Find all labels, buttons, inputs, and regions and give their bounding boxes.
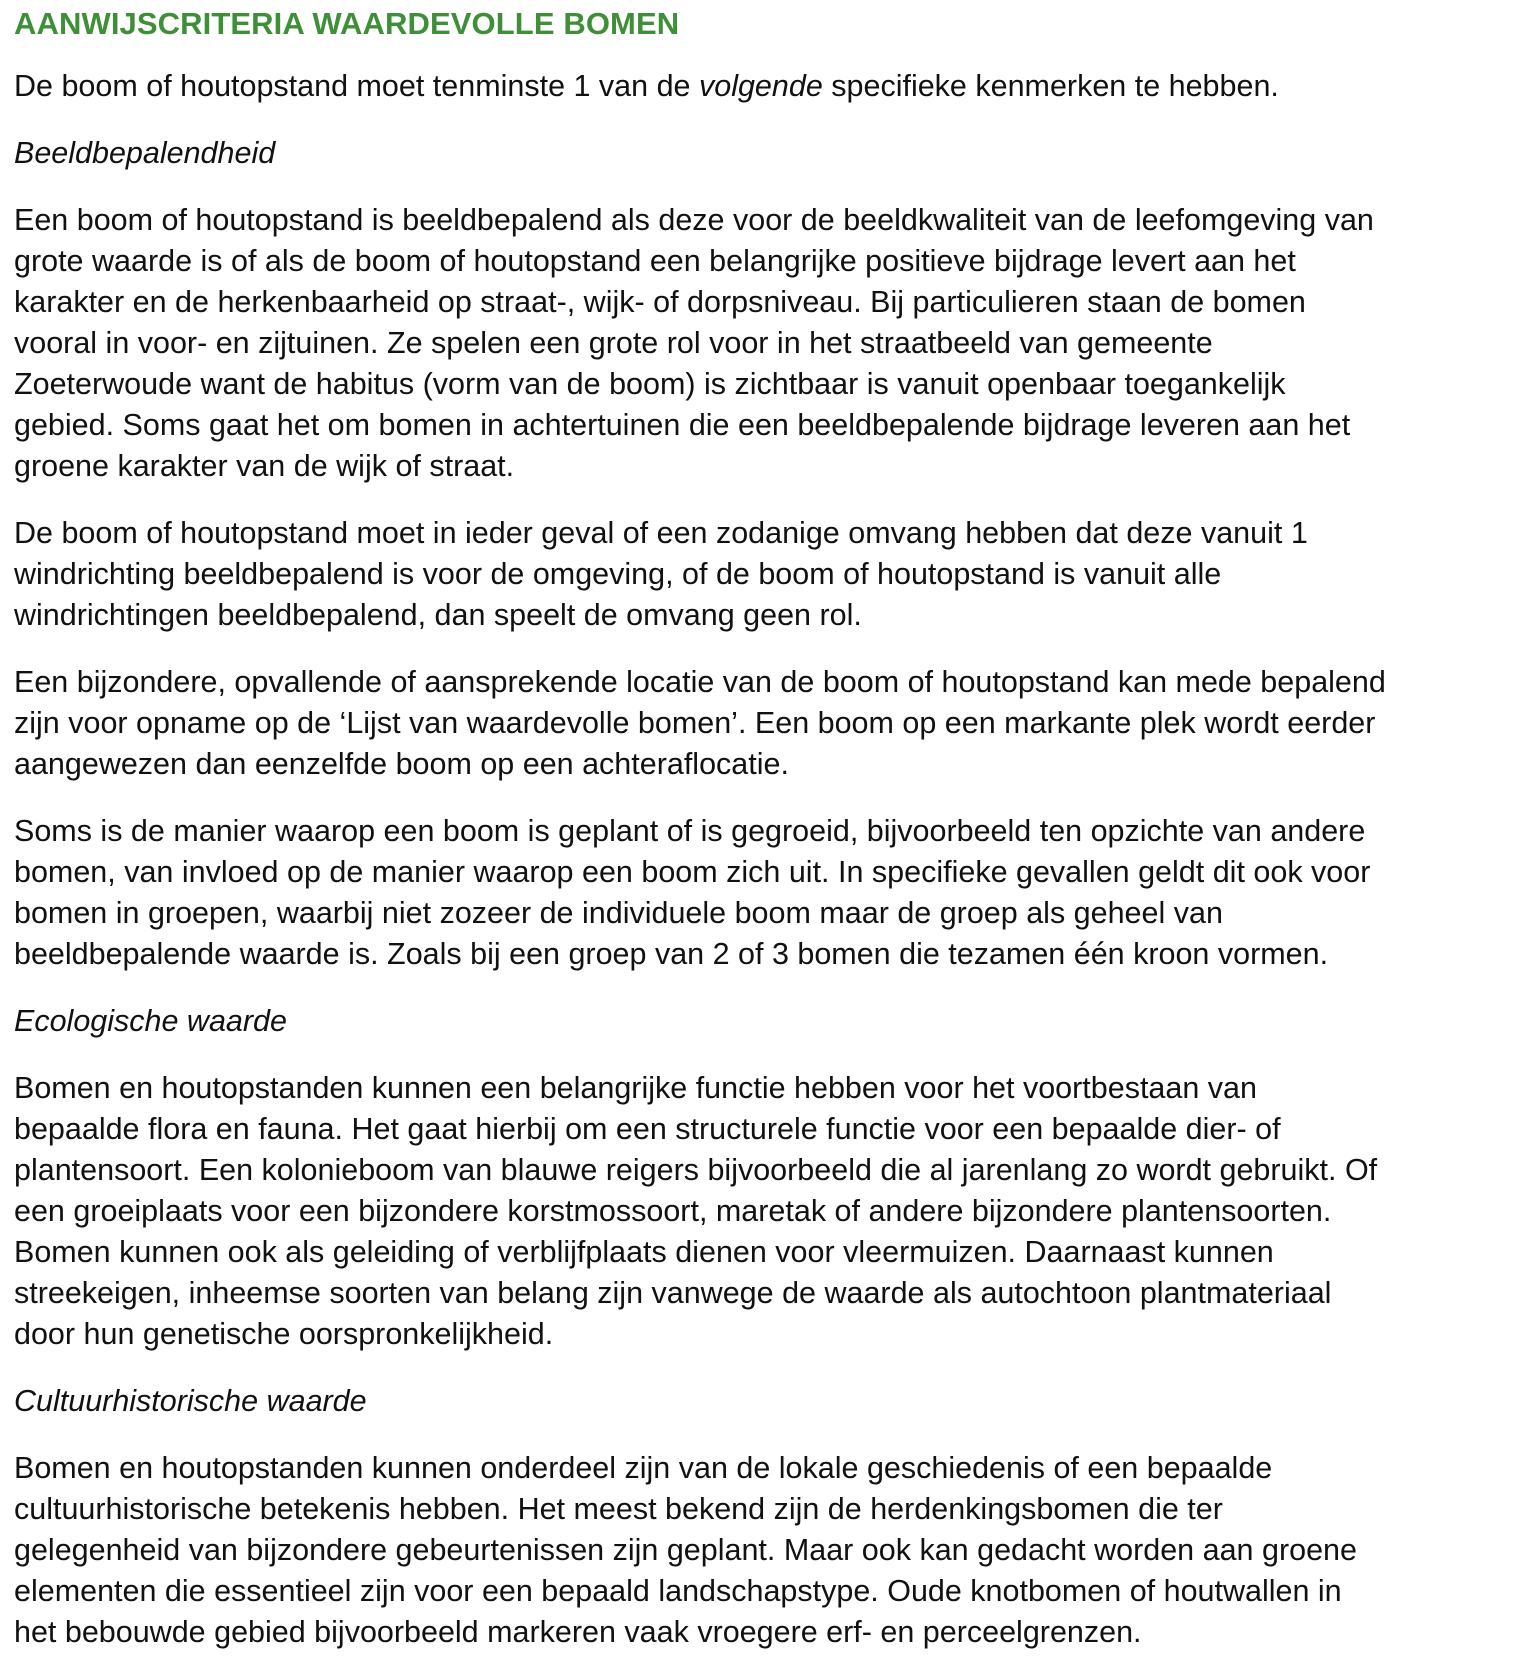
text-line: De boom of houtopstand moet in ieder geval of een zodanige omvang hebben dat deze vanuit 1 bbox=[14, 516, 1308, 550]
document-page bbox=[14, 0, 1504, 1653]
spacer bbox=[14, 487, 1504, 513]
text-line: zijn voor opname op de ‘Lijst van waardevolle bomen’. Een boom op een markante plek wordt eerder bbox=[14, 706, 1376, 740]
intro-text-after: specifieke kenmerken te hebben. bbox=[822, 69, 1279, 103]
text-line: streekeigen, inheemse soorten van belang zijn vanwege de waarde als autochtoon plantmateriaal bbox=[14, 1276, 1332, 1310]
document-sections bbox=[14, 107, 1504, 1653]
body-paragraph bbox=[14, 200, 1504, 487]
body-paragraph bbox=[14, 811, 1504, 975]
text-line: elementen die essentieel zijn voor een bepaald landschapstype. Oude knotbomen of houtwallen in bbox=[14, 1574, 1342, 1608]
spacer bbox=[14, 1422, 1504, 1448]
text-line: bepaalde flora en fauna. Het gaat hierbij om een structurele functie voor een bepaalde dier- of bbox=[14, 1112, 1281, 1146]
text-line: Bomen en houtopstanden kunnen een belangrijke functie hebben voor het voortbestaan van bbox=[14, 1071, 1257, 1105]
text-line: Soms is de manier waarop een boom is geplant of is gegroeid, bijvoorbeeld ten opzichte van andere bbox=[14, 814, 1366, 848]
text-line: Bomen kunnen ook als geleiding of verblijfplaats dienen voor vleermuizen. Daarnaast kunnen bbox=[14, 1235, 1274, 1269]
text-line: het bebouwde gebied bijvoorbeeld markeren vaak vroegere erf- en perceelgrenzen. bbox=[14, 1615, 1142, 1649]
body-paragraph bbox=[14, 513, 1504, 636]
intro-text-before: De boom of houtopstand moet tenminste 1 van de bbox=[14, 69, 699, 103]
text-line: Een boom of houtopstand is beeldbepalend als deze voor de beeldkwaliteit van de leefomgeving van bbox=[14, 203, 1374, 237]
body-paragraph bbox=[14, 662, 1504, 785]
section-heading: Cultuurhistorische waarde bbox=[14, 1384, 367, 1418]
section-heading: Beeldbepalendheid bbox=[14, 136, 276, 170]
spacer bbox=[14, 636, 1504, 662]
text-line: karakter en de herkenbaarheid op straat-, wijk- of dorpsniveau. Bij particulieren staan de bomen bbox=[14, 285, 1306, 319]
text-line: bomen, van invloed op de manier waarop een boom zich uit. In specifieke gevallen geldt dit ook voor bbox=[14, 855, 1371, 889]
text-line: bomen in groepen, waarbij niet zozeer de individuele boom maar de groep als geheel van bbox=[14, 896, 1223, 930]
spacer bbox=[14, 1042, 1504, 1068]
text-line: door hun genetische oorspronkelijkheid. bbox=[14, 1317, 554, 1351]
text-line: aangewezen dan eenzelfde boom op een achteraflocatie. bbox=[14, 747, 789, 781]
spacer bbox=[14, 785, 1504, 811]
body-paragraph bbox=[14, 1068, 1504, 1355]
body-paragraph bbox=[14, 1448, 1504, 1653]
text-line: gelegenheid van bijzondere gebeurtenissen zijn geplant. Maar ook kan gedacht worden aan groene bbox=[14, 1533, 1357, 1567]
spacer bbox=[14, 46, 1504, 66]
text-line: cultuurhistorische betekenis hebben. Het meest bekend zijn de herdenkingsbomen die ter bbox=[14, 1492, 1223, 1526]
text-line: grote waarde is of als de boom of houtopstand een belangrijke positieve bijdrage levert aan het bbox=[14, 244, 1296, 278]
text-line: vooral in voor- en zijtuinen. Ze spelen een grote rol voor in het straatbeeld van gemeente bbox=[14, 326, 1213, 360]
text-line: groene karakter van de wijk of straat. bbox=[14, 449, 515, 483]
spacer bbox=[14, 1355, 1504, 1381]
text-line: Zoeterwoude want de habitus (vorm van de boom) is zichtbaar is vanuit openbaar toegankelijk bbox=[14, 367, 1286, 401]
intro-emphasis: volgende bbox=[698, 69, 823, 103]
intro-paragraph bbox=[14, 66, 1504, 107]
text-line: Bomen en houtopstanden kunnen onderdeel zijn van de lokale geschiedenis of een bepaalde bbox=[14, 1451, 1273, 1485]
text-line: windrichtingen beeldbepalend, dan speelt de omvang geen rol. bbox=[14, 598, 862, 632]
section-heading: Ecologische waarde bbox=[14, 1004, 287, 1038]
text-line: een groeiplaats voor een bijzondere korstmossoort, maretak of andere bijzondere plantensoorten. bbox=[14, 1194, 1332, 1228]
text-line: gebied. Soms gaat het om bomen in achtertuinen die een beeldbepalende bijdrage leveren aan het bbox=[14, 408, 1351, 442]
document-title: AANWIJSCRITERIA WAARDEVOLLE BOMEN bbox=[14, 6, 680, 41]
spacer bbox=[14, 107, 1504, 133]
text-line: plantensoort. Een kolonieboom van blauwe reigers bijvoorbeeld die al jarenlang zo wordt gebruikt. Of bbox=[14, 1153, 1378, 1187]
spacer bbox=[14, 975, 1504, 1001]
spacer bbox=[14, 174, 1504, 200]
text-line: windrichting beeldbepalend is voor de omgeving, of de boom of houtopstand is vanuit alle bbox=[14, 557, 1222, 591]
text-line: Een bijzondere, opvallende of aansprekende locatie van de boom of houtopstand kan mede bepalend bbox=[14, 665, 1386, 699]
text-line: beeldbepalende waarde is. Zoals bij een groep van 2 of 3 bomen die tezamen één kroon vormen. bbox=[14, 937, 1329, 971]
